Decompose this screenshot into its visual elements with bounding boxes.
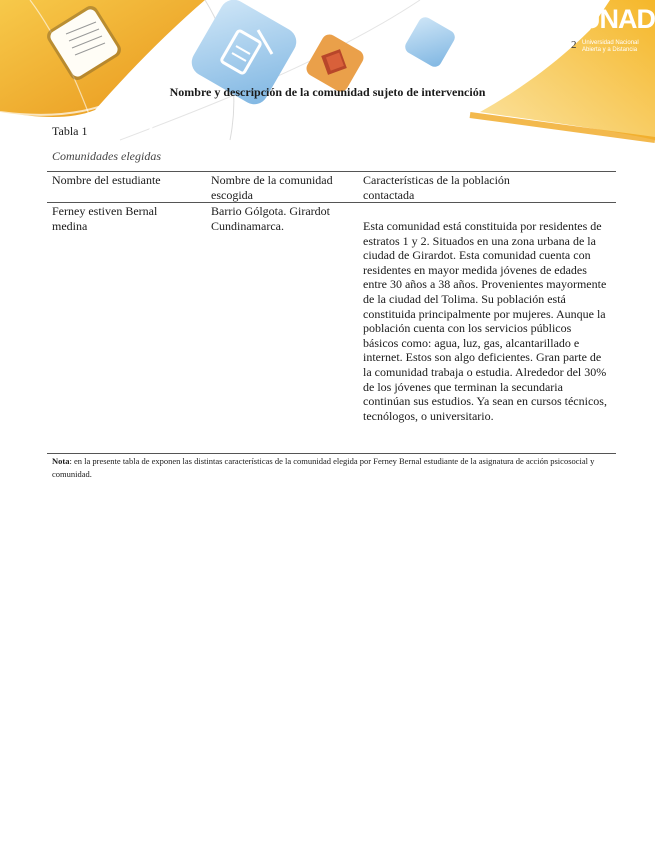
note-label: Nota (52, 456, 70, 466)
document-title: Nombre y descripción de la comunidad sujeto de intervención (169, 85, 486, 99)
header-student: Nombre del estudiante (52, 173, 161, 187)
page-number: 2 (571, 39, 577, 51)
header-characteristics: Características de la población contactada (363, 173, 510, 202)
table-header-rule (47, 202, 616, 203)
table-caption: Comunidades elegidas (52, 149, 161, 163)
cell-student: Ferney estiven Bernal medina (52, 204, 158, 233)
table-top-rule (47, 171, 616, 172)
header-banner (0, 0, 655, 150)
table-note (52, 455, 612, 481)
table-label: Tabla 1 (52, 124, 88, 138)
blue-tile (403, 15, 458, 70)
unad-logo: UNAD (581, 4, 655, 34)
header-community: Nombre de la comunidad escogida (211, 173, 333, 202)
cell-community: Barrio Gólgota. Girardot Cundinamarca. (211, 204, 330, 233)
logo-subtitle: Universidad Nacional Abierta y a Distancia (582, 40, 639, 53)
cell-characteristics: Esta comunidad está constituida por residentes de estratos 1 y 2. Situados en una zona urbana de la ciudad de Girardot. Esta comunidad cuenta con residentes en mayor medida jóvenes de edades entre 30 años a 38 años. Provenientes mayormente de la ciudad del Tolima. Su población está constituida principalmente por mujeres. Aunque la población cuenta con los servicios públicos básicos como: agua, luz, gas, alcantarillado e internet. Estos son algo deficientes. Gran parte de la comunidad trabaja o estudia. Alrededor del 30% de los jóvenes que terminan la secundaria continúan sus estudios. Ya sean en cursos técnicos, tecnólogos, o universitario. (363, 219, 607, 423)
table-bottom-rule (47, 453, 616, 454)
note-text: : en la presente tabla de exponen las distintas características de la comunidad elegida por Ferney Bernal estudiante de la asignatura de acción psicosocial y comunidad. (52, 456, 595, 479)
